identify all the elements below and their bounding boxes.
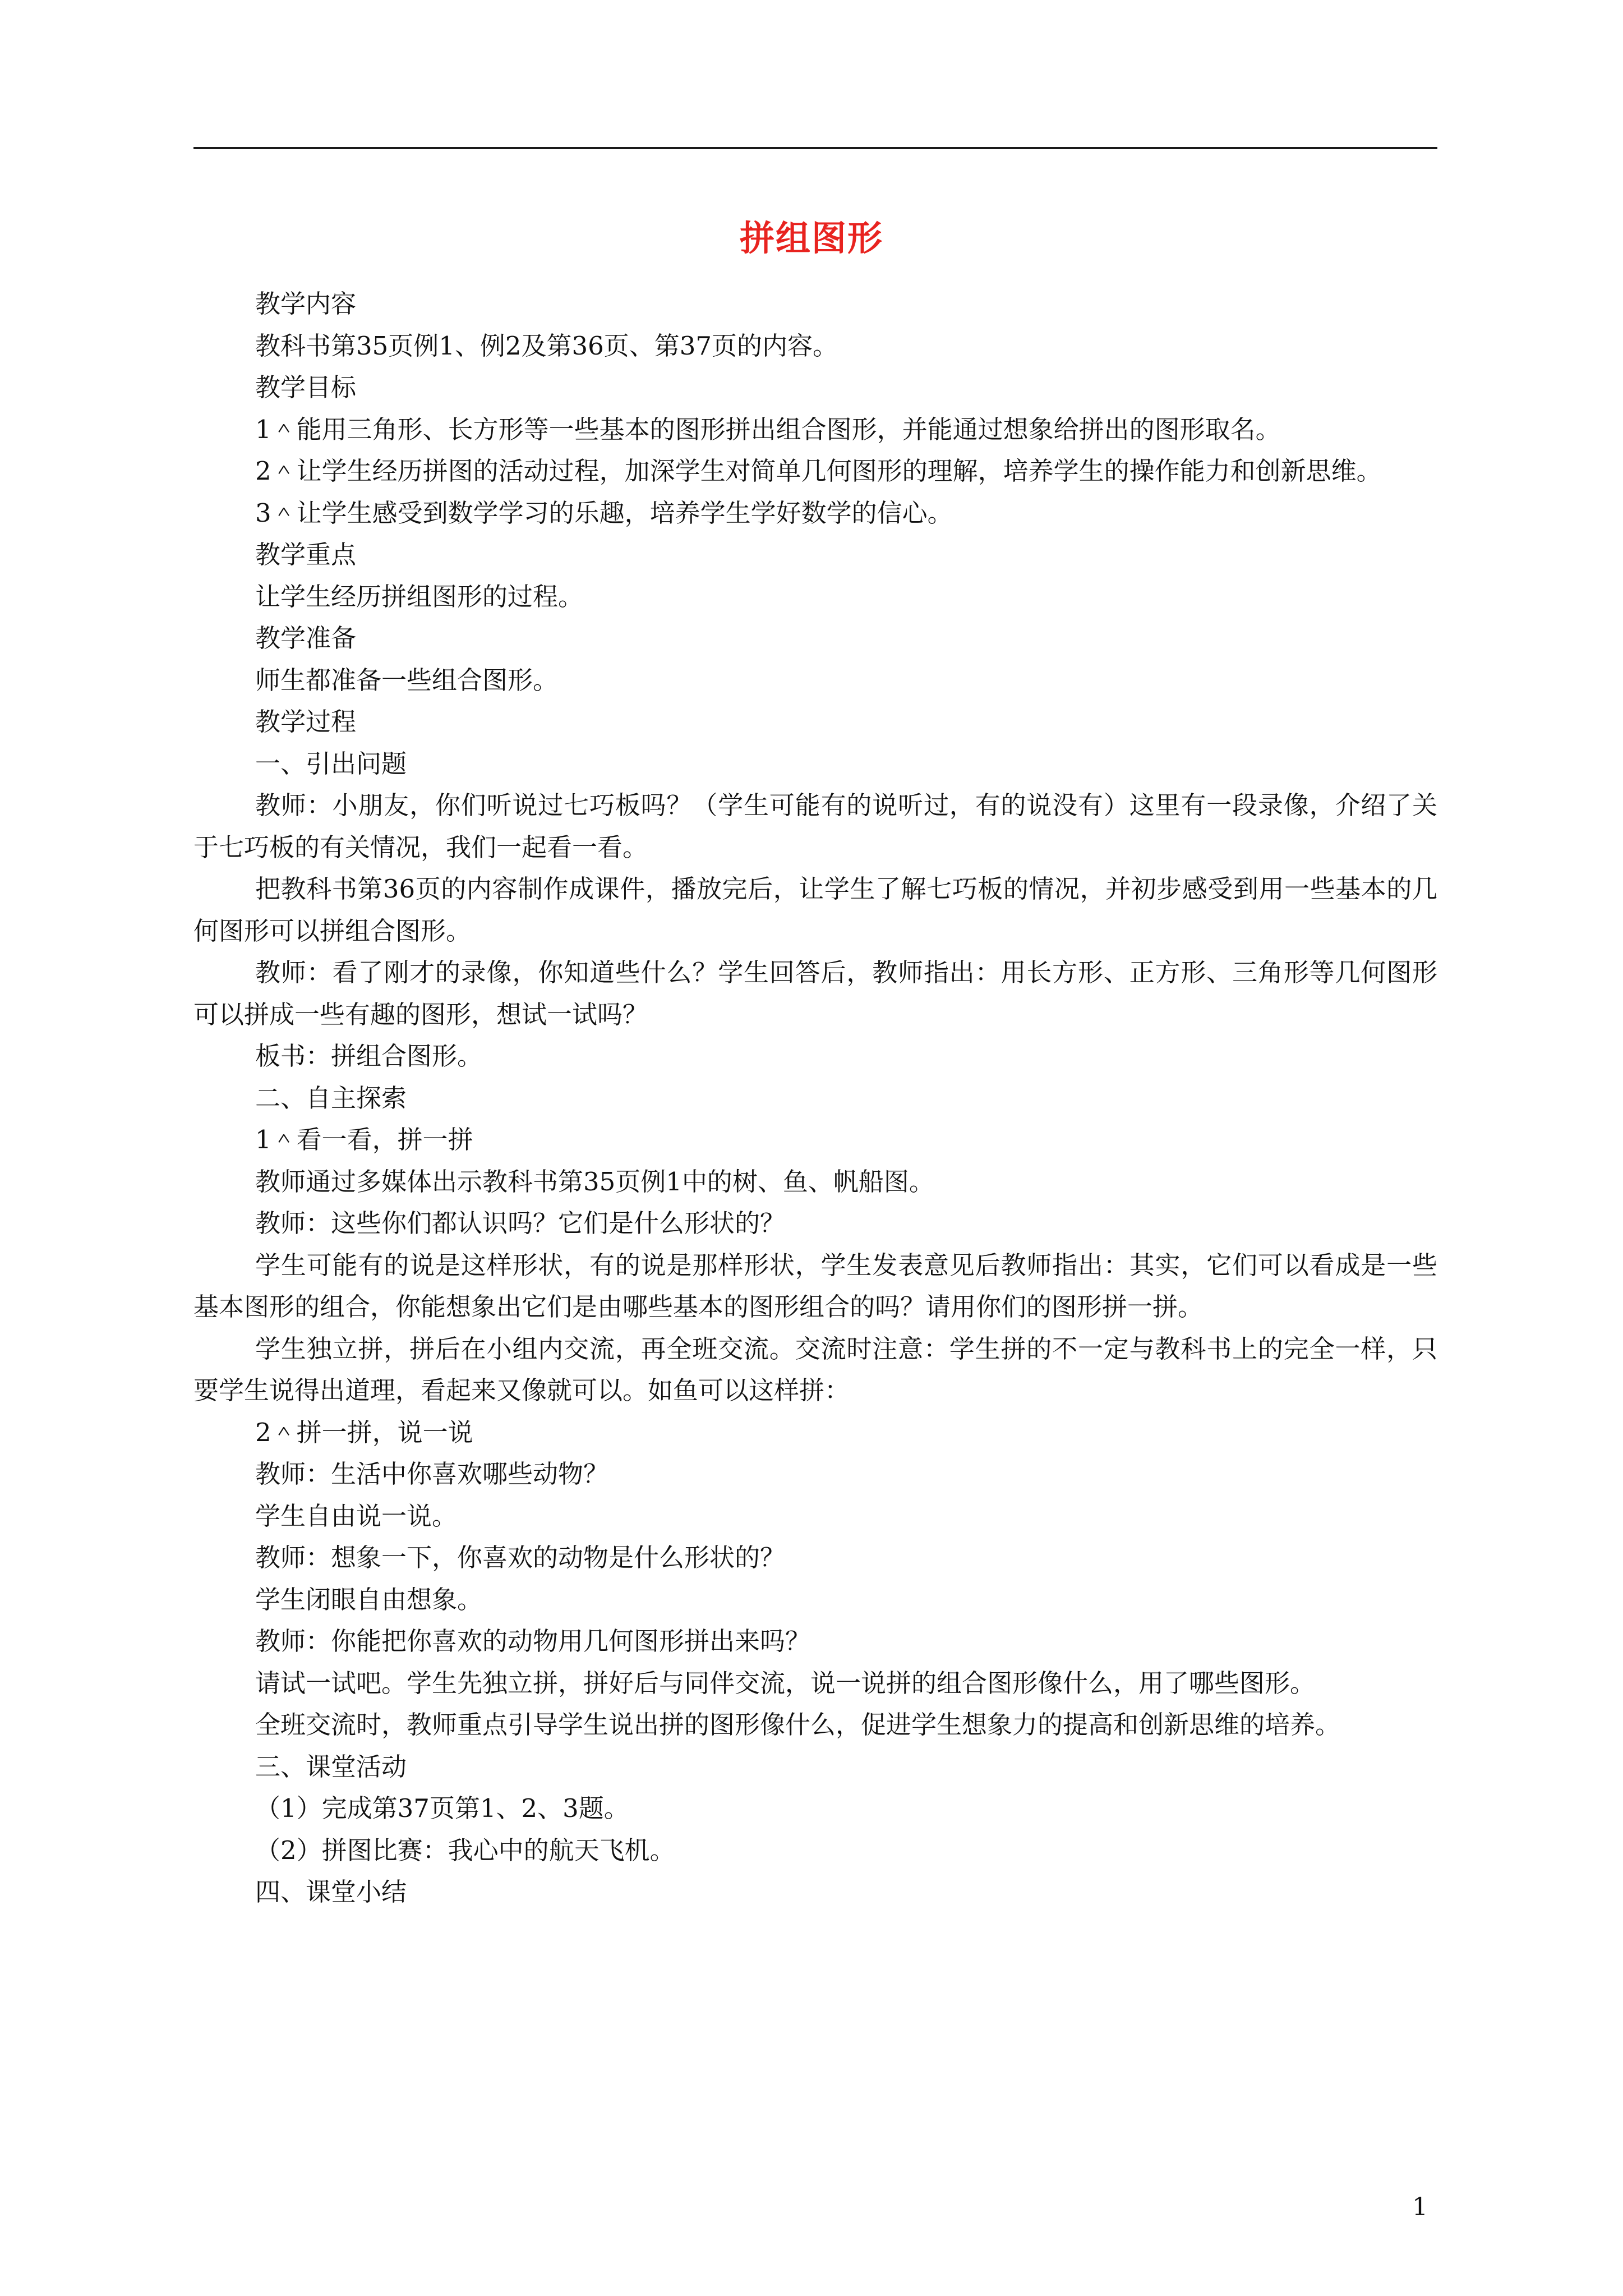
paragraph: 学生可能有的说是这样形状，有的说是那样形状，学生发表意见后教师指出：其实，它们可以看成是一些基本图形的组合，你能想象出它们是由哪些基本的图形组合的吗？请用你们的图形拼一拼。 (193, 1250, 1437, 1322)
paragraph: （2）拼图比赛：我心中的航天飞机。 (255, 1835, 675, 1865)
paragraph: 教学重点 (255, 540, 357, 569)
page-title: 拼组图形 (739, 218, 883, 259)
paragraph: 3＾让学生感受到数学学习的乐趣，培养学生学好数学的信心。 (255, 498, 953, 528)
paragraph: 教师：生活中你喜欢哪些动物？ (255, 1459, 609, 1489)
paragraph: 板书：拼组合图形。 (255, 1041, 483, 1071)
paragraph: 教学目标 (255, 372, 357, 402)
header-rule (193, 147, 1437, 149)
paragraph: 师生都准备一些组合图形。 (255, 665, 559, 695)
paragraph: 二、自主探索 (255, 1083, 407, 1113)
paragraph: 教师：看了刚才的录像，你知道些什么？学生回答后，教师指出：用长方形、正方形、三角形等几何图形可以拼成一些有趣的图形，想试一试吗？ (193, 958, 1437, 1029)
paragraph: 教师：想象一下，你喜欢的动物是什么形状的？ (255, 1543, 786, 1572)
paragraph: 教学准备 (255, 623, 357, 653)
paragraph: 教师：这些你们都认识吗？它们是什么形状的？ (255, 1208, 786, 1238)
paragraph: 2＾让学生经历拼图的活动过程，加深学生对简单几何图形的理解，培养学生的操作能力和创新思维。 (255, 456, 1382, 486)
paragraph: 全班交流时，教师重点引导学生说出拼的图形像什么，促进学生想象力的提高和创新思维的培养。 (255, 1710, 1341, 1740)
paragraph: 让学生经历拼组图形的过程。 (255, 581, 584, 611)
paragraph: 教师：你能把你喜欢的动物用几何图形拼出来吗？ (255, 1626, 811, 1656)
page-number: 1 (1412, 2193, 1428, 2221)
paragraph: 请试一试吧。学生先独立拼，拼好后与同伴交流，说一说拼的组合图形像什么，用了哪些图形。 (255, 1668, 1316, 1698)
paragraph: 教师：小朋友，你们听说过七巧板吗？（学生可能有的说听过，有的说没有）这里有一段录像，介绍了关于七巧板的有关情况，我们一起看一看。 (193, 790, 1437, 862)
paragraph: 教科书第35页例1、例2及第36页、第37页的内容。 (255, 330, 838, 361)
paragraph: 把教科书第36页的内容制作成课件，播放完后，让学生了解七巧板的情况，并初步感受到用一些基本的几何图形可以拼组合图形。 (193, 874, 1437, 946)
paragraph: 1＾能用三角形、长方形等一些基本的图形拼出组合图形，并能通过想象给拼出的图形取名。 (255, 414, 1281, 444)
paragraph: 学生闭眼自由想象。 (255, 1584, 483, 1614)
paragraph: 1＾看一看，拼一拼 (255, 1125, 473, 1154)
paragraph: 2＾拼一拼，说一说 (255, 1417, 473, 1447)
paragraph: 学生自由说一说。 (255, 1501, 458, 1531)
paragraph: 一、引出问题 (255, 748, 407, 779)
paragraph: 学生独立拼，拼后在小组内交流，再全班交流。交流时注意：学生拼的不一定与教科书上的完全一样，只要学生说得出道理，看起来又像就可以。如鱼可以这样拼： (193, 1333, 1437, 1405)
paragraph: 教学内容 (255, 289, 357, 319)
paragraph: （1）完成第37页第1、2、3题。 (255, 1793, 629, 1823)
document-body (193, 283, 1437, 1913)
paragraph: 三、课堂活动 (255, 1751, 407, 1782)
paragraph: 教学过程 (255, 707, 357, 737)
paragraph: 教师通过多媒体出示教科书第35页例1中的树、鱼、帆船图。 (255, 1166, 934, 1197)
paragraph: 四、课堂小结 (255, 1877, 407, 1907)
